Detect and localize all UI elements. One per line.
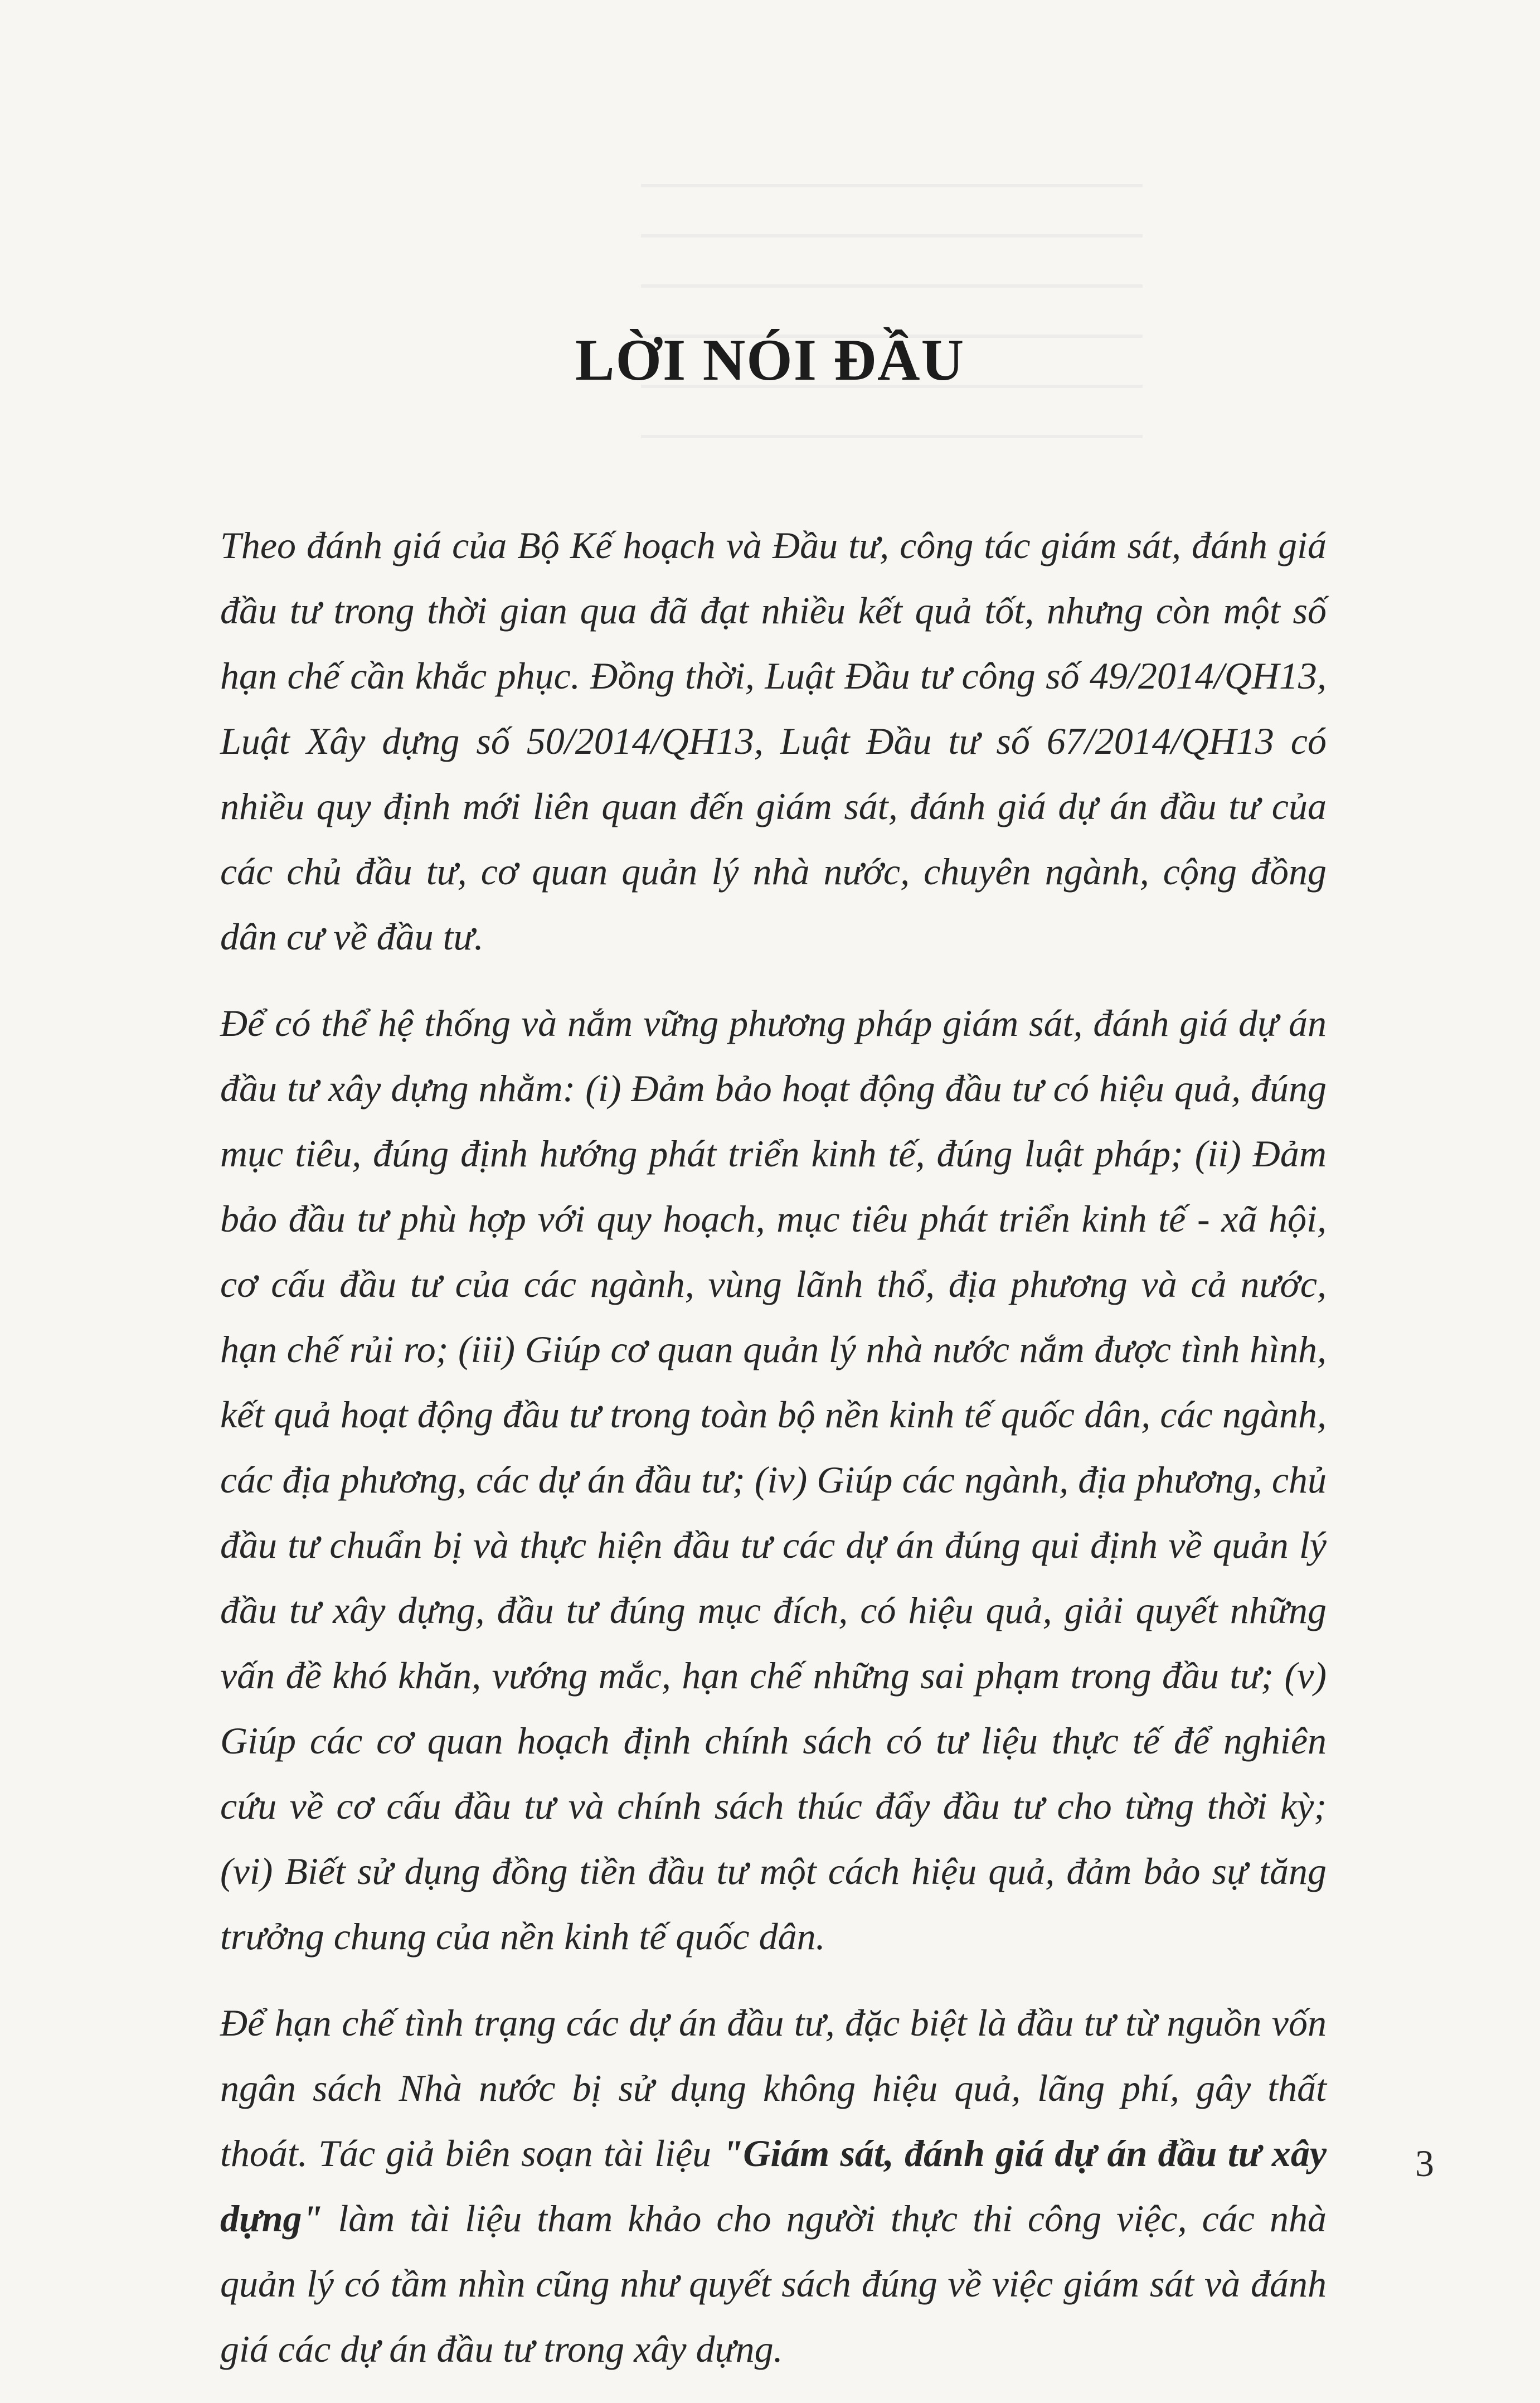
paragraph-3-tail: làm tài liệu tham khảo cho người thực thi công việc, các nhà quản lý có tầm nhìn cũng như quyết sách đúng về việc giám sát và đánh giá các dự án đầu tư trong xây dựng. [220, 2197, 1327, 2370]
paragraph-3 [220, 1990, 1327, 2382]
page-number: 3 [1415, 2142, 1434, 2184]
preface-body [220, 513, 1327, 2403]
book-title: "Giám sát, đánh giá dự án đầu tư xây dựng" [220, 2132, 1327, 2240]
bleed-through-texture [641, 184, 1143, 463]
page-title: LỜI NÓI ĐẦU [575, 327, 965, 393]
paragraph-3-lead: Để hạn chế tình trạng các dự án đầu tư, đặc biệt là đầu tư từ nguồn vốn ngân sách Nhà nước bị sử dụng không hiệu quả, lãng phí, gây thất thoát. Tác giả biên soạn tài liệu [220, 2002, 1327, 2174]
paragraph-1: Theo đánh giá của Bộ Kế hoạch và Đầu tư, công tác giám sát, đánh giá đầu tư trong thời gian qua đã đạt nhiều kết quả tốt, nhưng còn một số hạn chế cần khắc phục. Đồng thời, Luật Đầu tư công số 49/2014/QH13, Luật Xây dựng số 50/2014/QH13, Luật Đầu tư số 67/2014/QH13 có nhiều quy định mới liên quan đến giám sát, đánh giá dự án đầu tư của các chủ đầu tư, cơ quan quản lý nhà nước, chuyên ngành, cộng đồng dân cư về đầu tư. [220, 524, 1327, 958]
paragraph-2: Để có thể hệ thống và nắm vững phương pháp giám sát, đánh giá dự án đầu tư xây dựng nhằm: (i) Đảm bảo hoạt động đầu tư có hiệu quả, đúng mục tiêu, đúng định hướng phát triển kinh tế, đúng luật pháp; (ii) Đảm bảo đầu tư phù hợp với quy hoạch, mục tiêu phát triển kinh tế - xã hội, cơ cấu đầu tư của các ngành, vùng lãnh thổ, địa phương và cả nước, hạn chế rủi ro; (iii) Giúp cơ quan quản lý nhà nước nắm được tình hình, kết quả hoạt động đầu tư trong toàn bộ nền kinh tế quốc dân, các ngành, các địa phương, các dự án đầu tư; (iv) Giúp các ngành, địa phương, chủ đầu tư chuẩn bị và thực hiện đầu tư các dự án đúng qui định về quản lý đầu tư xây dựng, đầu tư đúng mục đích, có hiệu quả, giải quyết những vấn đề khó khăn, vướng mắc, hạn chế những sai phạm trong đầu tư; (v) Giúp các cơ quan hoạch định chính sách có tư liệu thực tế để nghiên cứu về cơ cấu đầu tư và chính sách thúc đẩy đầu tư cho từng thời kỳ; (vi) Biết sử dụng đồng tiền đầu tư một cách hiệu quả, đảm bảo sự tăng trưởng chung của nền kinh tế quốc dân. [220, 1002, 1327, 1958]
